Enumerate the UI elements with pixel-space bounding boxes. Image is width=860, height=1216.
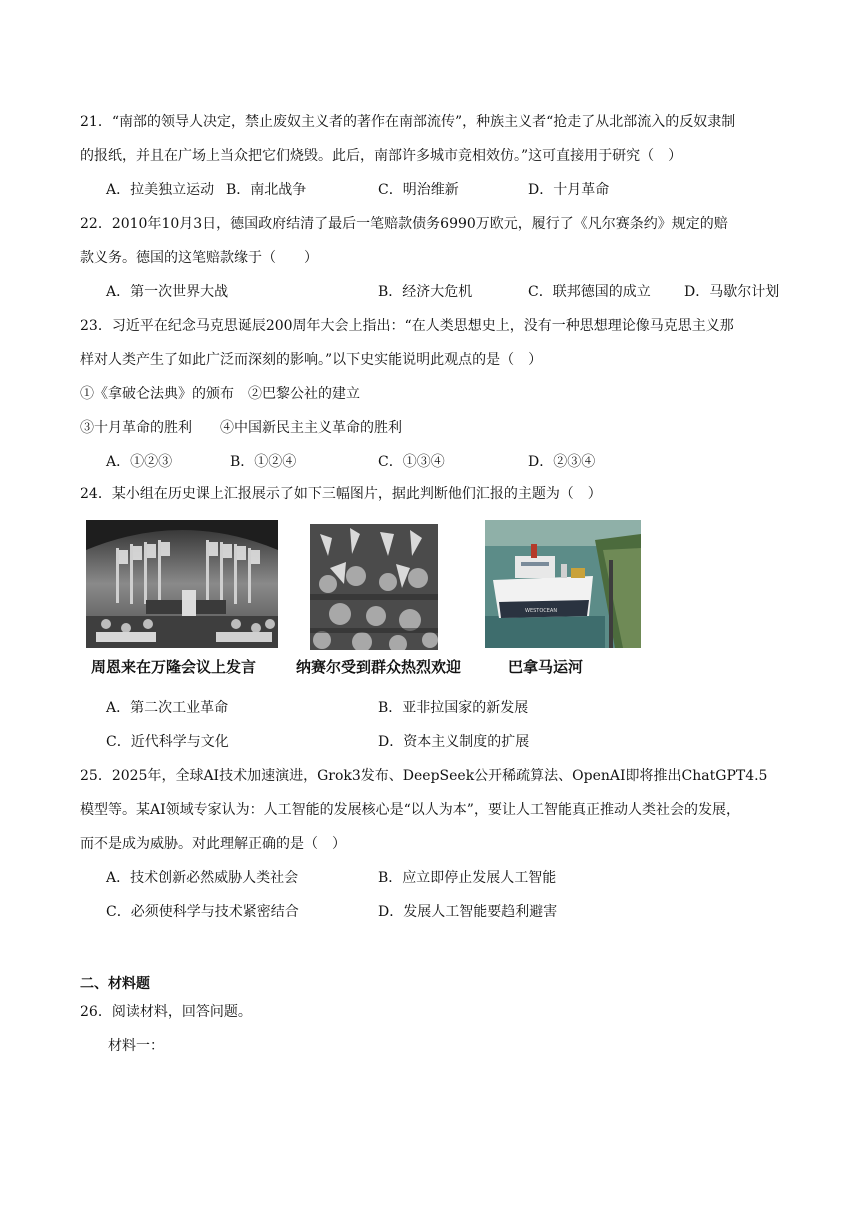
q21-option-b[interactable]: B．南北战争 — [226, 182, 307, 198]
q22-option-a[interactable]: A．第一次世界大战 — [106, 284, 229, 300]
q21-stem-line1: 21．“南部的领导人决定，禁止废奴主义者的著作在南部流传”，种族主义者“抢走了从北部流入的反奴隶制 — [80, 114, 736, 130]
q24-stem-line1: 24．某小组在历史课上汇报展示了如下三幅图片，据此判断他们汇报的主题为（ ） — [80, 486, 602, 502]
caption-nasser: 纳赛尔受到群众热烈欢迎 — [296, 658, 462, 676]
q24-option-a[interactable]: A．第二次工业革命 — [106, 700, 229, 716]
q25-stem-line1: 25．2025年，全球AI技术加速演进，Grok3发布、DeepSeek公开稀疏算法、OpenAI即将推出ChatGPT4.5 — [80, 768, 768, 784]
q23-option-c[interactable]: C．①③④ — [378, 454, 445, 470]
q25-option-d[interactable]: D．发展人工智能要趋利避害 — [378, 904, 558, 920]
q24-option-b[interactable]: B．亚非拉国家的新发展 — [378, 700, 529, 716]
q25-stem-line3: 而不是成为威胁。对此理解正确的是（ ） — [80, 836, 346, 852]
q22-option-d[interactable]: D．马歇尔计划 — [684, 284, 780, 300]
q24-option-c[interactable]: C．近代科学与文化 — [106, 734, 229, 750]
q21-stem-line2: 的报纸，并且在广场上当众把它们烧毁。此后，南部许多城市竞相效仿。”这可直接用于研究（ ） — [80, 148, 683, 164]
q25-option-c[interactable]: C．必须使科学与技术紧密结合 — [106, 904, 299, 920]
q22-stem-line1: 22．2010年10月3日，德国政府结清了最后一笔赔款债务6990万欧元，履行了《凡尔赛条约》规定的赔 — [80, 216, 728, 232]
panama-canal-image — [485, 520, 641, 648]
q26-stem: 26．阅读材料，回答问题。 — [80, 1004, 252, 1020]
q23-option-a[interactable]: A．①②③ — [106, 454, 173, 470]
q22-stem-line2: 款义务。德国的这笔赔款缘于（ ） — [80, 250, 318, 266]
q22-option-b[interactable]: B．经济大危机 — [378, 284, 473, 300]
q25-stem-line2: 模型等。某AI领域专家认为：人工智能的发展核心是“以人为本”，要让人工智能真正推动人类社会的发展， — [80, 802, 740, 818]
q21-option-d[interactable]: D．十月革命 — [528, 182, 610, 198]
caption-panama: 巴拿马运河 — [508, 658, 584, 676]
q23-stem-line2: 样对人类产生了如此广泛而深刻的影响。”以下史实能说明此观点的是（ ） — [80, 352, 543, 368]
q22-option-c[interactable]: C．联邦德国的成立 — [528, 284, 651, 300]
q23-option-d[interactable]: D．②③④ — [528, 454, 596, 470]
section-title: 二、材料题 — [80, 976, 150, 992]
q24-option-d[interactable]: D．资本主义制度的扩展 — [378, 734, 530, 750]
bandung-conference-photo — [86, 520, 278, 648]
q21-option-c[interactable]: C．明治维新 — [378, 182, 459, 198]
caption-bandung: 周恩来在万隆会议上发言 — [91, 658, 257, 676]
q25-option-b[interactable]: B．应立即停止发展人工智能 — [378, 870, 557, 886]
nasser-crowd-photo — [310, 524, 438, 650]
ship-name-label: WESTOCEAN — [525, 608, 558, 614]
material-one-label: 材料一： — [108, 1038, 164, 1054]
q23-option-b[interactable]: B．①②④ — [230, 454, 297, 470]
panama-canal-photo — [485, 520, 641, 648]
q25-option-a[interactable]: A．技术创新必然威胁人类社会 — [106, 870, 299, 886]
q23-statement-line1: ①《拿破仑法典》的颁布 ②巴黎公社的建立 — [80, 386, 360, 402]
nasser-crowd-image — [310, 524, 438, 650]
bandung-conference-image — [86, 520, 278, 648]
q23-stem-line1: 23．习近平在纪念马克思诞辰200周年大会上指出：“在人类思想史上，没有一种思想理论像马克思主义那 — [80, 318, 734, 334]
q21-option-a[interactable]: A．拉美独立运动 — [106, 182, 215, 198]
q23-statement-line2: ③十月革命的胜利 ④中国新民主主义革命的胜利 — [80, 420, 402, 436]
